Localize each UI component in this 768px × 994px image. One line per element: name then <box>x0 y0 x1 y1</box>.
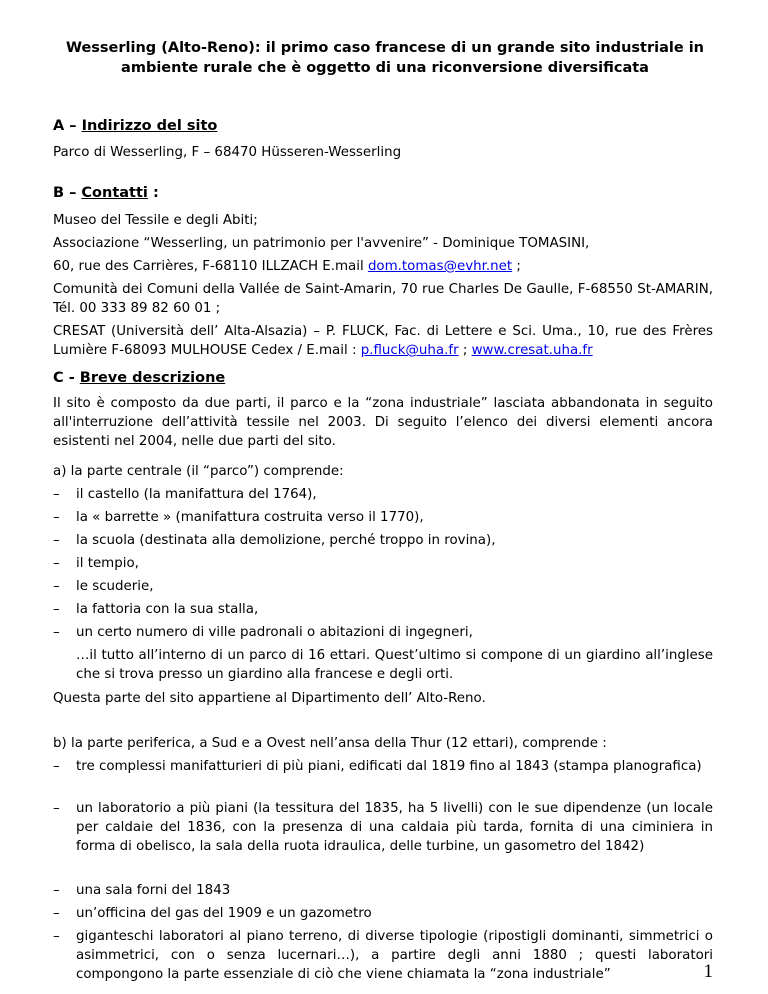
bullet-dash: – <box>53 759 60 774</box>
part-a-owner: Questa parte del sito appartiene al Dipartimento dell’ Alto-Reno. <box>53 691 486 706</box>
bullet-dash: – <box>53 579 60 594</box>
contact-communaute: Comunità dei Comuni della Vallée de Saint-Amarin, 70 rue Charles De Gaulle, F-68550 St-AMARIN, Tél. 00 333 89 82 60 01 ; <box>53 282 713 316</box>
contact-association-address <box>53 257 521 276</box>
contact-address-end: ; <box>512 259 521 274</box>
contact-cresat-text: CRESAT (Università dell’ Alta-Alsazia) – P. FLUCK, Fac. di Lettere e Sci. Uma., 10, rue des Frères Lumière F-68093 MULHOUSE Cedex / E.mail : <box>53 324 713 358</box>
contact-association: Associazione “Wesserling, un patrimonio per l'avvenire” - Dominique TOMASINI, <box>53 236 590 251</box>
list-item-text: tre complessi manifatturieri di più piani, edificati dal 1819 fino al 1843 (stampa planografica) <box>76 759 702 774</box>
section-b-suffix: : <box>147 185 159 201</box>
bullet-dash: – <box>53 906 60 921</box>
list-item-text: un certo numero di ville padronali o abitazioni di ingegneri, <box>76 625 473 640</box>
bullet-dash: – <box>53 602 60 617</box>
section-a-title: Indirizzo del sito <box>81 118 218 134</box>
list-item-text: un’officina del gas del 1909 e un gazometro <box>76 906 372 921</box>
bullet-dash: – <box>53 625 60 640</box>
section-c-prefix: C - <box>53 370 80 386</box>
list-item-text: giganteschi laboratori al piano terreno, di diverse tipologie (ripostigli dominanti, simmetrici o asimmetrici, con o senza lucernari…), a partire degli anni 1880 ; questi laboratori compongono la parte essenziale di ciò che viene chiamata la “zona industriale” <box>76 929 713 982</box>
section-b-title: Contatti <box>81 185 148 201</box>
bullet-dash: – <box>53 510 60 525</box>
contact-address-text: 60, rue des Carrières, F-68110 ILLZACH E.mail <box>53 259 368 274</box>
list-item-text: un laboratorio a più piani (la tessitura del 1835, ha 5 livelli) con le sue dipendenze (un locale per caldaie del 1836, con la presenza di una caldaia più tarda, fornita di una ciminiera in forma di obelisco, la sala della ruota idraulica, delle turbine, un gasometro del 1842) <box>76 801 713 854</box>
list-item-text: la « barrette » (manifattura costruita verso il 1770), <box>76 510 424 525</box>
section-b-heading <box>53 183 159 203</box>
section-a-prefix: A – <box>53 118 82 134</box>
site-address: Parco di Wesserling, F – 68470 Hüsseren-Wesserling <box>53 145 402 160</box>
page-number: 1 <box>703 961 713 982</box>
section-c-heading <box>53 368 225 388</box>
list-item-text: il castello (la manifattura del 1764), <box>76 487 317 502</box>
bullet-dash: – <box>53 883 60 898</box>
list-item-text: il tempio, <box>76 556 139 571</box>
list-item-text: la fattoria con la sua stalla, <box>76 602 259 617</box>
bullet-dash: – <box>53 801 60 816</box>
section-c-title: Breve descrizione <box>79 370 226 386</box>
email-link-tomasini[interactable]: dom.tomas@evhr.net <box>367 259 513 274</box>
list-item-text: la scuola (destinata alla demolizione, perché troppo in rovina), <box>76 533 496 548</box>
contact-museum: Museo del Tessile e degli Abiti; <box>53 213 258 228</box>
part-b-title: b) la parte periferica, a Sud e a Ovest nell’ansa della Thur (12 ettari), comprende : <box>53 736 607 751</box>
part-a-continuation: …il tutto all’interno di un parco di 16 ettari. Quest’ultimo si compone di un giardino all’inglese che si trova presso un giardino alla francese e degli orti. <box>76 648 713 682</box>
section-b-prefix: B – <box>53 185 82 201</box>
list-item-text: una sala forni del 1843 <box>76 883 231 898</box>
bullet-dash: – <box>53 533 60 548</box>
part-a-title: a) la parte centrale (il “parco”) comprende: <box>53 464 344 479</box>
bullet-dash: – <box>53 556 60 571</box>
list-item-text: le scuderie, <box>76 579 154 594</box>
document-title: Wesserling (Alto-Reno): il primo caso francese di un grande sito industriale in ambiente rurale che è oggetto di una riconversione diversificata <box>65 40 704 76</box>
contact-cresat-sep: ; <box>458 343 472 358</box>
contact-cresat <box>53 322 713 360</box>
email-link-fluck[interactable]: p.fluck@uha.fr <box>360 343 459 358</box>
bullet-dash: – <box>53 929 60 944</box>
section-a-heading <box>53 116 217 136</box>
description-intro: Il sito è composto da due parti, il parco e la “zona industriale” lasciata abbandonata in seguito all'interruzione dell’attività tessile nel 2003. Di seguito l’elenco dei diversi elementi ancora esistenti nel 2004, nelle due parti del sito. <box>53 396 713 449</box>
website-link-cresat[interactable]: www.cresat.uha.fr <box>471 343 593 358</box>
bullet-dash: – <box>53 487 60 502</box>
